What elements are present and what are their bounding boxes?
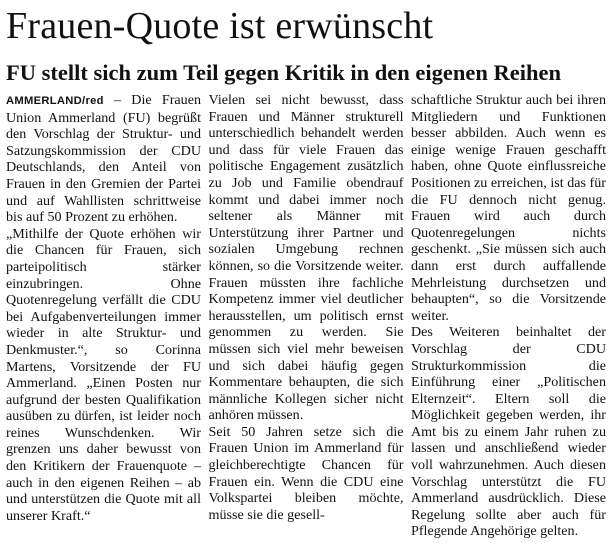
headline: Frauen-Quote ist erwünscht: [6, 5, 434, 47]
paragraph: schaftliche Struktur auch bei ihren Mitgliedern und Funktionen besser abbilden. Auch wenn es einige wenige Frauen geschafft haben, ohne Quote einflussreiche Positionen zu erreichen, ist das für die FU dennoch nicht genug. Frauen wird auch durch Quotenregelungen nichts geschenkt. „Sie müssen sich auch dann erst durch auffallende Mehrleistung durchsetzen und behaupten“, so die Vorsitzende weiter.: [411, 92, 606, 324]
article-columns: [6, 92, 606, 554]
paragraph: Seit 50 Jahren setze sich die Frauen Union im Ammerland für gleichberechtigte Chancen für Frauen ein. Wenn die CDU eine Volkspartei bleiben möchte, müsse sie die gesell-: [208, 423, 404, 523]
dateline-separator: –: [103, 92, 132, 108]
paragraph: Des Weiteren beinhaltet der Vorschlag der CDU Strukturkommission die Einführung einer „Politischen Elternzeit“. Eltern soll die Möglichkeit gegeben werden, ihr Amt bis zu einem Jahr ruhen zu lassen und anschließend wieder voll wahrzunehmen. Auch diesen Vorschlag unterstützt die FU Ammerland ausdrücklich. Diese Regelung sollte aber auch für Pflegende Angehörige gelten.: [411, 324, 606, 540]
paragraph-text: Die Frauen Union Ammerland (FU) begrüßt den Vorschlag der Struktur- und Satzungskommission der CDU Deutschlands, den Anteil von Frauen in den Gremien der Partei und auf Wahllisten schrittweise bis auf 50 Prozent zu erhöhen.: [6, 92, 201, 226]
paragraph: „Mithilfe der Quote erhöhen wir die Chancen für Frauen, sich parteipolitisch stärker einzubringen. Ohne Quotenregelung verfällt die CDU bei Aufgabenverteilungen immer wieder in alte Struktur- und Denkmuster.“, so Corinna Martens, Vorsitzende der FU Ammerland. „Einen Posten nur aufgrund der besten Qualifikation ausüben zu dürfen, ist leider noch reines Wunschdenken. Wir grenzen uns daher bewusst von den Kritikern der Frauenquote – auch in den eigenen Reihen – ab und unterstützen die Quote mit all unserer Kraft.“: [6, 225, 201, 524]
paragraph: Vielen sei nicht bewusst, dass Frauen und Männer strukturell unterschiedlich behandelt werden und dass für viele Frauen das politische Engagement zusätzlich zu Job und Familie obendrauf kommt und dabei immer noch seltener als Männer mit Unterstützung ihrer Partner und sozialen Umgebung rechnen können, so die Vorsitzende weiter. Frauen müssten ihre fachliche Kompetenz immer viel deutlicher herausstellen, um politisch ernst genommen zu werden. Sie müssen sich viel mehr beweisen und sich dabei häufig gegen Kommentare behaupten, die sich männliche Kollegen sicher nicht anhören müssen.: [208, 92, 404, 424]
paragraph: [6, 92, 201, 226]
column-1: [6, 92, 201, 554]
column-3: [411, 92, 606, 554]
column-2: [209, 92, 404, 554]
dateline: AMMERLAND/red: [6, 95, 104, 107]
subheadline: FU stellt sich zum Teil gegen Kritik in den eigenen Reihen: [6, 60, 561, 85]
